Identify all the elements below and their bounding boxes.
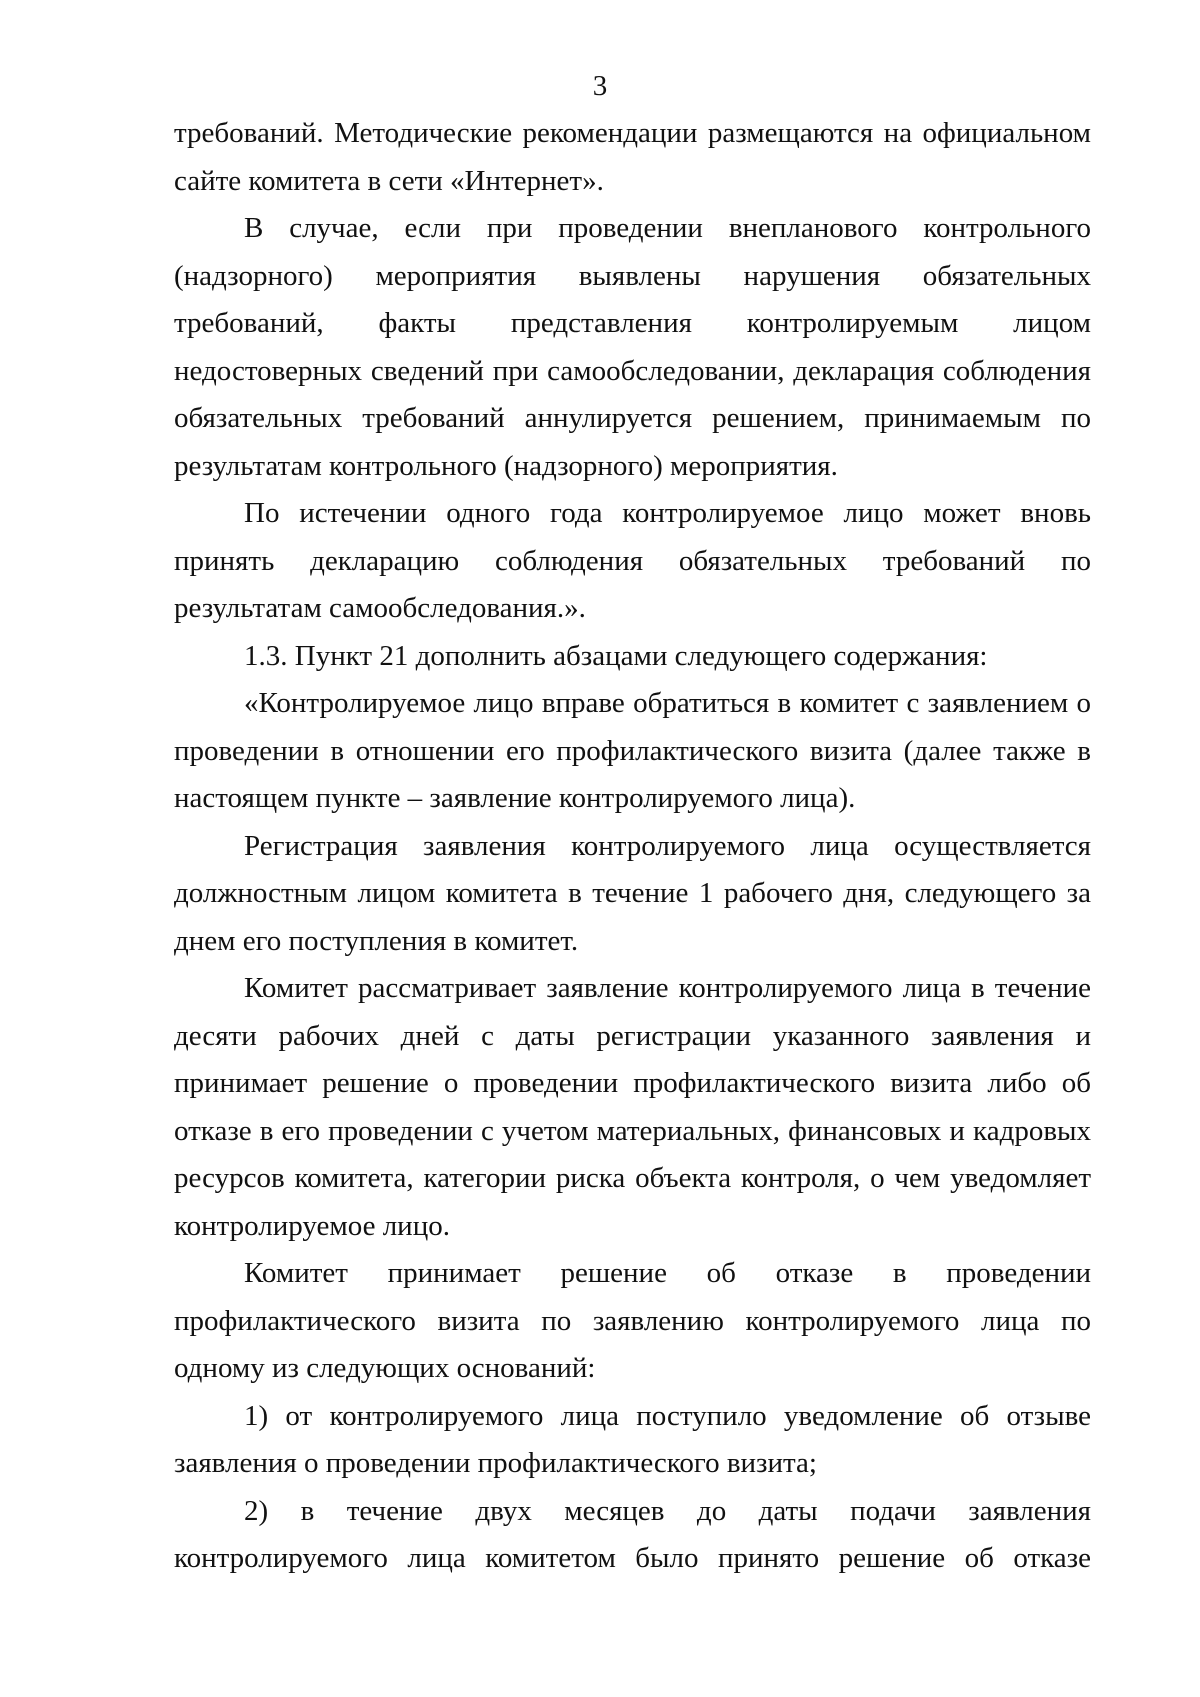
- list-item-2: 2) в течение двух месяцев до даты подачи заявления контролируемого лица комитетом было принято решение об отказе: [174, 1494, 1091, 1574]
- paragraph-refusal-grounds: Комитет принимает решение об отказе в проведении профилактического визита по заявлению контролируемого лица по одному из следующих оснований:: [174, 1257, 1091, 1384]
- paragraph-one-year: По истечении одного года контролируемое лицо может вновь принять декларацию соблюдения обязательных требований по результатам самообследования.».: [174, 497, 1091, 624]
- paragraph-review: Комитет рассматривает заявление контролируемого лица в течение десяти рабочих дней с даты регистрации указанного заявления и принимает решение о проведении профилактического визита либо об отказе в его проведении с учетом материальных, финансовых и кадровых ресурсов комитета, категории риска объекта контроля, о чем уведомляет контролируемое лицо.: [174, 972, 1091, 1242]
- document-body: [174, 110, 1091, 1583]
- paragraph-registration: Регистрация заявления контролируемого лица осуществляется должностным лицом комитета в течение 1 рабочего дня, следующего за днем его поступления в комитет.: [174, 829, 1091, 957]
- paragraph-right-to-apply: «Контролируемое лицо вправе обратиться в комитет с заявлением о проведении в отношении его профилактического визита (далее также в настоящем пункте – заявление контролируемого лица).: [174, 687, 1091, 814]
- paragraph-continuation: требований. Методические рекомендации размещаются на официальном сайте комитета в сети «Интернет».: [174, 117, 1091, 197]
- page-number: 3: [592, 70, 608, 102]
- paragraph-item-1-3: 1.3. Пункт 21 дополнить абзацами следующего содержания:: [244, 639, 988, 672]
- paragraph-annulment: В случае, если при проведении внепланового контрольного (надзорного) мероприятия выявлены нарушения обязательных требований, факты представления контролируемым лицом недостоверных сведений при самообследовании, декларация соблюдения обязательных требований аннулируется решением, принимаемым по результатам контрольного (надзорного) мероприятия.: [174, 212, 1091, 482]
- list-item-1: 1) от контролируемого лица поступило уведомление об отзыве заявления о проведении профилактического визита;: [174, 1399, 1091, 1479]
